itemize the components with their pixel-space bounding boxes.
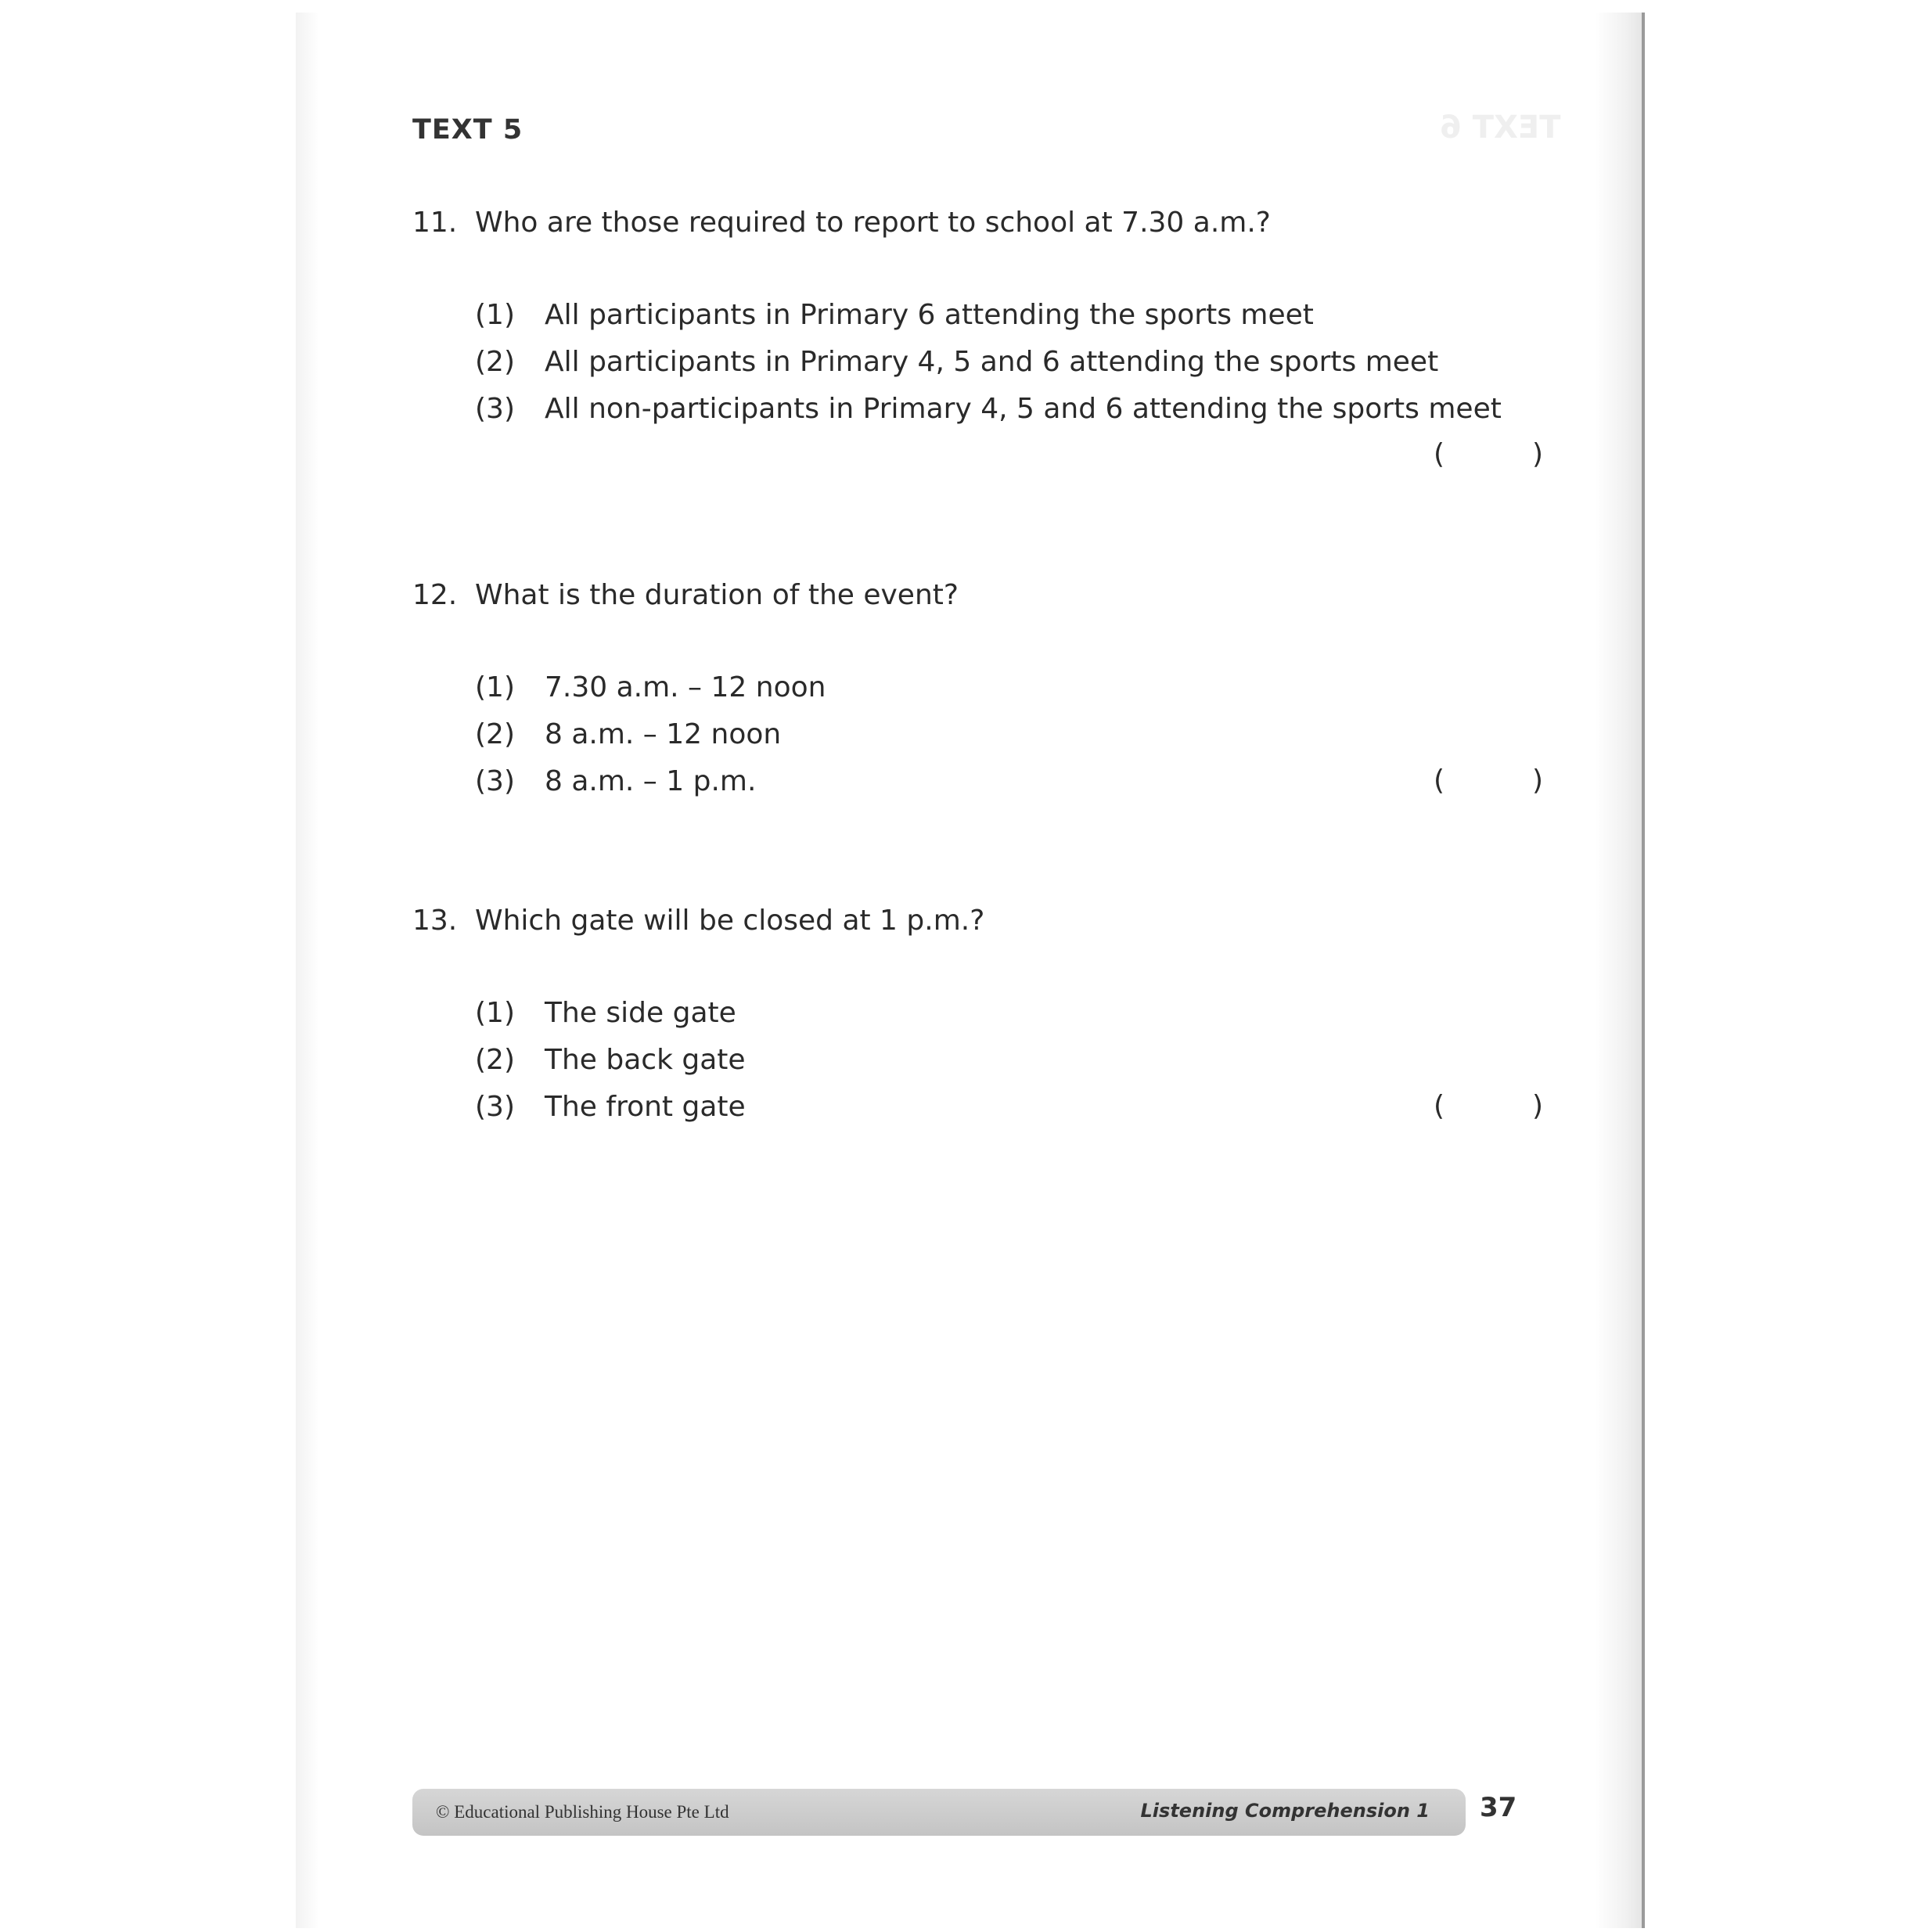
options-list bbox=[412, 292, 1547, 433]
answer-bracket[interactable] bbox=[1434, 431, 1543, 478]
option bbox=[412, 990, 1547, 1037]
options-list bbox=[412, 664, 1547, 805]
option-label: (3) bbox=[475, 1091, 515, 1123]
question-number: 11. bbox=[412, 207, 458, 239]
bracket-close: ) bbox=[1531, 1090, 1543, 1122]
bracket-close: ) bbox=[1531, 765, 1543, 797]
option-label: (2) bbox=[475, 718, 515, 750]
option bbox=[412, 386, 1547, 433]
option-label: (1) bbox=[475, 997, 515, 1029]
question-13 bbox=[412, 898, 1547, 1131]
page-number: 37 bbox=[1480, 1792, 1517, 1823]
option-label: (3) bbox=[475, 765, 515, 797]
bracket-close: ) bbox=[1531, 438, 1543, 470]
option-label: (1) bbox=[475, 671, 515, 703]
option-label: (2) bbox=[475, 346, 515, 378]
option-label: (2) bbox=[475, 1044, 515, 1076]
question-number: 13. bbox=[412, 905, 458, 937]
option-label: (3) bbox=[475, 393, 515, 425]
question-text: What is the duration of the event? bbox=[475, 579, 959, 611]
option bbox=[412, 292, 1547, 339]
bracket-open: ( bbox=[1434, 765, 1445, 797]
question-number: 12. bbox=[412, 579, 458, 611]
options-list bbox=[412, 990, 1547, 1131]
option-text: All participants in Primary 4, 5 and 6 attending the sports meet bbox=[545, 346, 1439, 378]
bleed-through-text: TEXT 6 bbox=[1440, 110, 1561, 146]
option-text: All participants in Primary 6 attending the sports meet bbox=[545, 299, 1314, 331]
option bbox=[412, 664, 1547, 711]
option-text: 8 a.m. – 12 noon bbox=[545, 718, 782, 750]
option bbox=[412, 1037, 1547, 1084]
answer-bracket[interactable] bbox=[1434, 757, 1543, 804]
bracket-open: ( bbox=[1434, 1090, 1445, 1122]
answer-bracket[interactable] bbox=[1434, 1083, 1543, 1130]
question-11 bbox=[412, 200, 1547, 470]
option-text: The side gate bbox=[545, 997, 736, 1029]
section-title: TEXT 5 bbox=[412, 114, 523, 146]
option-text: The back gate bbox=[545, 1044, 746, 1076]
option bbox=[412, 1084, 1547, 1131]
option bbox=[412, 758, 1547, 805]
question-12 bbox=[412, 572, 1547, 805]
option-text: All non-participants in Primary 4, 5 and 6 attending the sports meet bbox=[545, 393, 1502, 425]
copyright-text: © Educational Publishing House Pte Ltd bbox=[436, 1802, 729, 1822]
footer-bar bbox=[412, 1789, 1466, 1836]
question-text: Which gate will be closed at 1 p.m.? bbox=[475, 905, 985, 937]
option-label: (1) bbox=[475, 299, 515, 331]
option-text: 7.30 a.m. – 12 noon bbox=[545, 671, 826, 703]
bracket-open: ( bbox=[1434, 438, 1445, 470]
question-text: Who are those required to report to school at 7.30 a.m.? bbox=[475, 207, 1271, 239]
option bbox=[412, 339, 1547, 386]
series-title: Listening Comprehension 1 bbox=[1140, 1800, 1430, 1822]
option bbox=[412, 711, 1547, 758]
option-text: The front gate bbox=[545, 1091, 746, 1123]
option-text: 8 a.m. – 1 p.m. bbox=[545, 765, 757, 797]
